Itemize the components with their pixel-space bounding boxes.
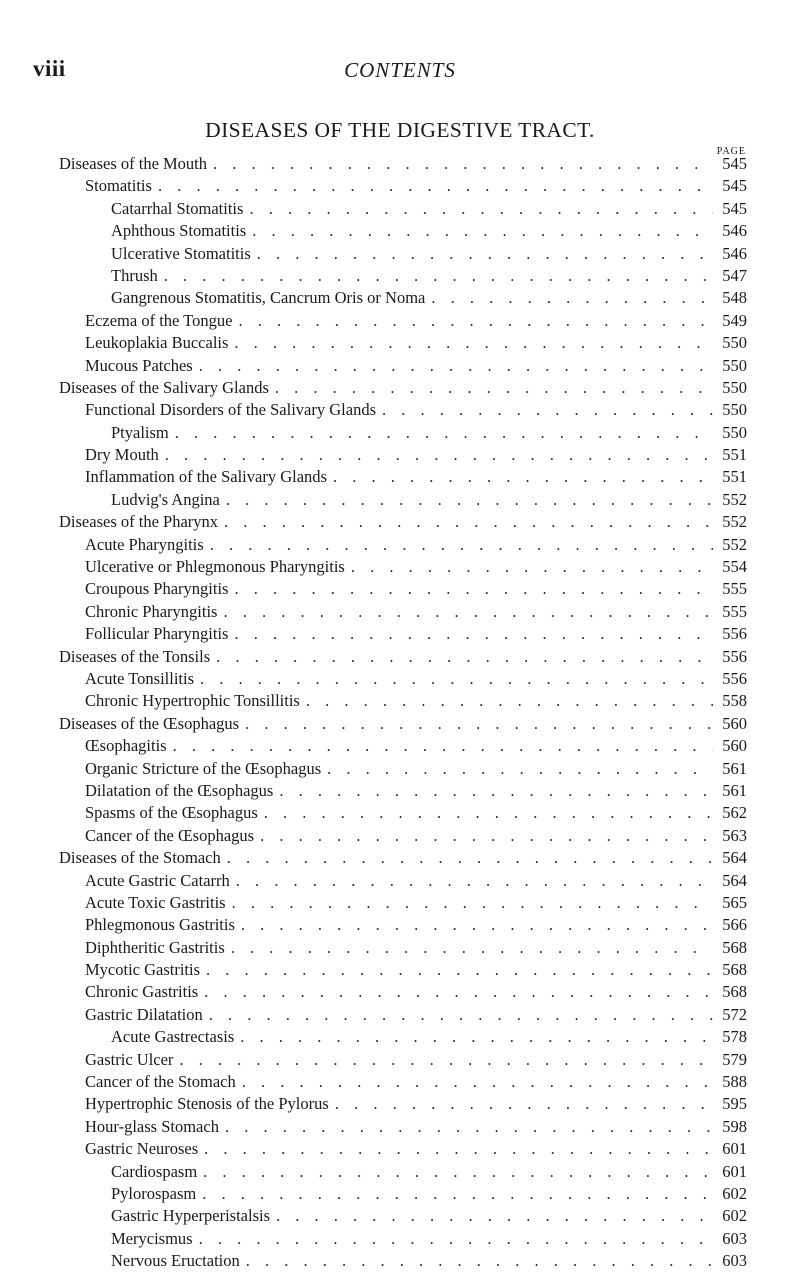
toc-entry-page: 601 [722, 1161, 747, 1181]
toc-entry [59, 153, 747, 175]
toc-entry [59, 287, 747, 309]
toc-entry-title: Diphtheritic Gastritis [85, 937, 225, 957]
toc-entry [59, 758, 747, 780]
toc-entry-title: Chronic Pharyngitis [85, 601, 218, 621]
toc-entry-title: Diseases of the Tonsils [59, 646, 211, 666]
toc-entry [59, 690, 747, 712]
toc-entry-page: 601 [722, 1139, 747, 1159]
toc-entry-title: Inflammation of the Salivary Glands [85, 467, 327, 487]
toc-entry-page: 549 [722, 310, 747, 330]
toc-entry-title: Ulcerative Stomatitis [111, 243, 251, 263]
toc-entry [59, 825, 747, 847]
table-of-contents [59, 153, 747, 1273]
toc-entry-title: Acute Toxic Gastritis [85, 892, 226, 912]
toc-entry-page: 598 [722, 1116, 747, 1136]
toc-entry [59, 1071, 747, 1093]
toc-entry [59, 1138, 747, 1160]
running-title: CONTENTS [344, 58, 456, 82]
page-column-label: PAGE [716, 146, 746, 157]
toc-entry-title: Croupous Pharyngitis [85, 579, 229, 599]
dot-leader [204, 981, 713, 1003]
toc-entry-page: 563 [722, 825, 747, 845]
toc-entry-title: Mucous Patches [85, 355, 193, 375]
dot-leader [245, 713, 713, 735]
toc-entry-page: 554 [722, 557, 747, 577]
toc-entry-title: Cancer of the Stomach [85, 1072, 236, 1092]
toc-entry [59, 713, 747, 735]
toc-entry-page: 579 [722, 1049, 747, 1069]
toc-entry-title: Spasms of the Œsophagus [85, 803, 258, 823]
toc-entry [59, 937, 747, 959]
toc-entry-page: 552 [722, 489, 747, 509]
dot-leader [164, 265, 713, 287]
toc-entry [59, 802, 747, 824]
dot-leader [209, 1004, 713, 1026]
toc-entry [59, 959, 747, 981]
toc-entry-title: Gastric Hyperperistalsis [111, 1206, 270, 1226]
dot-leader [279, 780, 713, 802]
toc-entry-title: Dilatation of the Œsophagus [85, 780, 274, 800]
toc-entry-page: 556 [722, 646, 747, 666]
dot-leader [252, 220, 713, 242]
toc-entry-page: 560 [722, 713, 747, 733]
toc-entry-title: Leukoplakia Buccalis [85, 333, 229, 353]
toc-entry-title: Gastric Ulcer [85, 1049, 174, 1069]
dot-leader [158, 175, 713, 197]
toc-entry [59, 556, 747, 578]
toc-entry-page: 555 [722, 601, 747, 621]
toc-entry-page: 572 [722, 1004, 747, 1024]
toc-entry [59, 735, 747, 757]
toc-entry [59, 1228, 747, 1250]
toc-entry-title: Thrush [111, 265, 158, 285]
toc-entry [59, 914, 747, 936]
toc-entry-page: 550 [722, 377, 747, 397]
toc-entry-title: Catarrhal Stomatitis [111, 198, 244, 218]
toc-entry-page: 547 [722, 265, 747, 285]
toc-entry-title: Ludvig's Angina [111, 489, 220, 509]
dot-leader [260, 825, 713, 847]
toc-entry-page: 565 [722, 892, 747, 912]
toc-entry-title: Diseases of the Salivary Glands [59, 377, 269, 397]
toc-entry [59, 243, 747, 265]
dot-leader [246, 1250, 713, 1272]
toc-entry [59, 355, 747, 377]
dot-leader [206, 959, 713, 981]
toc-entry [59, 444, 747, 466]
dot-leader [175, 422, 713, 444]
toc-entry-page: 545 [722, 154, 747, 173]
toc-entry-page: 556 [722, 668, 747, 688]
dot-leader [234, 623, 713, 645]
toc-entry-page: 602 [722, 1206, 747, 1226]
toc-entry-page: 568 [722, 937, 747, 957]
toc-entry [59, 578, 747, 600]
dot-leader [327, 758, 713, 780]
dot-leader [249, 198, 713, 220]
dot-leader [236, 870, 713, 892]
toc-entry-page: 552 [722, 512, 747, 532]
toc-entry [59, 1004, 747, 1026]
toc-entry-title: Eczema of the Tongue [85, 310, 233, 330]
toc-entry-title: Cardiospasm [111, 1161, 198, 1181]
dot-leader [165, 444, 713, 466]
toc-entry [59, 466, 747, 488]
dot-leader [333, 466, 713, 488]
toc-entry-title: Hypertrophic Stenosis of the Pylorus [85, 1094, 329, 1114]
dot-leader [276, 1205, 713, 1227]
toc-entry-title: Hour-glass Stomach [85, 1116, 219, 1136]
toc-entry [59, 646, 747, 668]
toc-entry [59, 534, 747, 556]
toc-entry-page: 602 [722, 1183, 747, 1203]
toc-entry-title: Pylorospasm [111, 1183, 197, 1203]
dot-leader [199, 355, 713, 377]
dot-leader [257, 243, 713, 265]
toc-entry-page: 555 [722, 579, 747, 599]
toc-entry [59, 1250, 747, 1272]
toc-entry-page: 550 [722, 422, 747, 442]
toc-entry [59, 1049, 747, 1071]
toc-entry-title: Gastric Dilatation [85, 1004, 203, 1024]
toc-entry-page: 552 [722, 534, 747, 554]
toc-entry-title: Nervous Eructation [111, 1251, 240, 1271]
toc-entry [59, 1183, 747, 1205]
dot-leader [238, 310, 713, 332]
toc-entry [59, 1161, 747, 1183]
toc-entry-title: Diseases of the Pharynx [59, 512, 219, 532]
dot-leader [173, 735, 713, 757]
toc-entry-title: Chronic Hypertrophic Tonsillitis [85, 691, 300, 711]
toc-entry [59, 1205, 747, 1227]
dot-leader [431, 287, 713, 309]
dot-leader [242, 1071, 713, 1093]
toc-entry [59, 601, 747, 623]
toc-entry-page: 562 [722, 803, 747, 823]
dot-leader [335, 1093, 713, 1115]
toc-entry-title: Acute Pharyngitis [85, 534, 204, 554]
toc-entry-page: 603 [722, 1251, 747, 1271]
dot-leader [240, 1026, 713, 1048]
toc-entry-page: 558 [722, 691, 747, 711]
dot-leader [351, 556, 713, 578]
toc-entry-page: 546 [722, 243, 747, 263]
dot-leader [210, 534, 713, 556]
toc-entry [59, 668, 747, 690]
dot-leader [204, 1138, 713, 1160]
dot-leader [200, 668, 713, 690]
toc-entry [59, 780, 747, 802]
toc-entry-title: Aphthous Stomatitis [111, 221, 247, 241]
page-number: viii [33, 56, 66, 81]
toc-entry [59, 399, 747, 421]
toc-entry-title: Œsophagitis [85, 736, 167, 756]
toc-entry [59, 892, 747, 914]
toc-entry-title: Dry Mouth [85, 445, 159, 465]
toc-entry-title: Gangrenous Stomatitis, Cancrum Oris or Noma [111, 288, 426, 308]
toc-entry-page: 568 [722, 960, 747, 980]
toc-entry-title: Gastric Neuroses [85, 1139, 199, 1159]
toc-entry-title: Organic Stricture of the Œsophagus [85, 758, 322, 778]
toc-entry [59, 981, 747, 1003]
toc-entry-page: 578 [722, 1027, 747, 1047]
toc-entry [59, 332, 747, 354]
toc-entry-page: 550 [722, 355, 747, 375]
dot-leader [227, 847, 713, 869]
toc-entry-title: Acute Gastric Catarrh [85, 870, 230, 890]
dot-leader [216, 646, 713, 668]
dot-leader [306, 690, 713, 712]
toc-entry-title: Diseases of the Œsophagus [59, 713, 240, 733]
toc-entry-title: Stomatitis [85, 176, 152, 196]
toc-entry-title: Acute Gastrectasis [111, 1027, 235, 1047]
toc-entry-title: Acute Tonsillitis [85, 668, 194, 688]
toc-entry-page: 545 [722, 198, 747, 218]
toc-entry-title: Diseases of the Mouth [59, 154, 208, 173]
toc-entry-title: Cancer of the Œsophagus [85, 825, 255, 845]
toc-entry [59, 377, 747, 399]
toc-entry [59, 220, 747, 242]
toc-entry-page: 545 [722, 176, 747, 196]
toc-entry [59, 623, 747, 645]
toc-entry-page: 595 [722, 1094, 747, 1114]
toc-entry-title: Mycotic Gastritis [85, 960, 201, 980]
toc-entry-title: Merycismus [111, 1228, 193, 1248]
dot-leader [224, 511, 713, 533]
toc-entry-page: 564 [722, 870, 747, 890]
dot-leader [225, 1116, 713, 1138]
dot-leader [231, 937, 713, 959]
toc-entry-title: Ptyalism [111, 422, 169, 442]
toc-entry-page: 564 [722, 848, 747, 868]
dot-leader [199, 1228, 713, 1250]
toc-entry-title: Phlegmonous Gastritis [85, 915, 235, 935]
toc-entry-page: 550 [722, 400, 747, 420]
toc-entry-page: 568 [722, 982, 747, 1002]
toc-entry [59, 310, 747, 332]
toc-entry-page: 551 [722, 467, 747, 487]
toc-entry [59, 1026, 747, 1048]
dot-leader [275, 377, 713, 399]
toc-entry-page: 546 [722, 221, 747, 241]
toc-entry [59, 1116, 747, 1138]
section-title: DISEASES OF THE DIGESTIVE TRACT. [205, 118, 595, 142]
dot-leader [264, 802, 713, 824]
toc-entry [59, 265, 747, 287]
toc-entry-page: 548 [722, 288, 747, 308]
toc-entry [59, 422, 747, 444]
toc-entry-page: 556 [722, 624, 747, 644]
toc-entry-page: 560 [722, 736, 747, 756]
dot-leader [234, 578, 713, 600]
dot-leader [382, 399, 713, 421]
toc-entry-page: 588 [722, 1072, 747, 1092]
toc-entry [59, 1093, 747, 1115]
toc-entry-title: Follicular Pharyngitis [85, 624, 229, 644]
toc-entry [59, 198, 747, 220]
dot-leader [223, 601, 713, 623]
toc-entry [59, 870, 747, 892]
toc-entry [59, 175, 747, 197]
dot-leader [203, 1161, 713, 1183]
toc-entry-title: Functional Disorders of the Salivary Glands [85, 400, 376, 420]
dot-leader [226, 489, 713, 511]
toc-entry [59, 489, 747, 511]
dot-leader [202, 1183, 713, 1205]
running-head [30, 56, 770, 86]
toc-entry-title: Diseases of the Stomach [59, 848, 221, 868]
dot-leader [234, 332, 713, 354]
toc-entry [59, 511, 747, 533]
toc-entry-title: Chronic Gastritis [85, 982, 199, 1002]
toc-entry-page: 561 [722, 758, 747, 778]
toc-entry-page: 551 [722, 445, 747, 465]
toc-entry-page: 561 [722, 780, 747, 800]
dot-leader [241, 914, 713, 936]
toc-entry-title: Ulcerative or Phlegmonous Pharyngitis [85, 557, 345, 577]
toc-entry-page: 603 [722, 1228, 747, 1248]
dot-leader [232, 892, 713, 914]
dot-leader [213, 153, 713, 175]
toc-entry-page: 566 [722, 915, 747, 935]
dot-leader [179, 1049, 713, 1071]
toc-entry [59, 847, 747, 869]
toc-entry-page: 550 [722, 333, 747, 353]
